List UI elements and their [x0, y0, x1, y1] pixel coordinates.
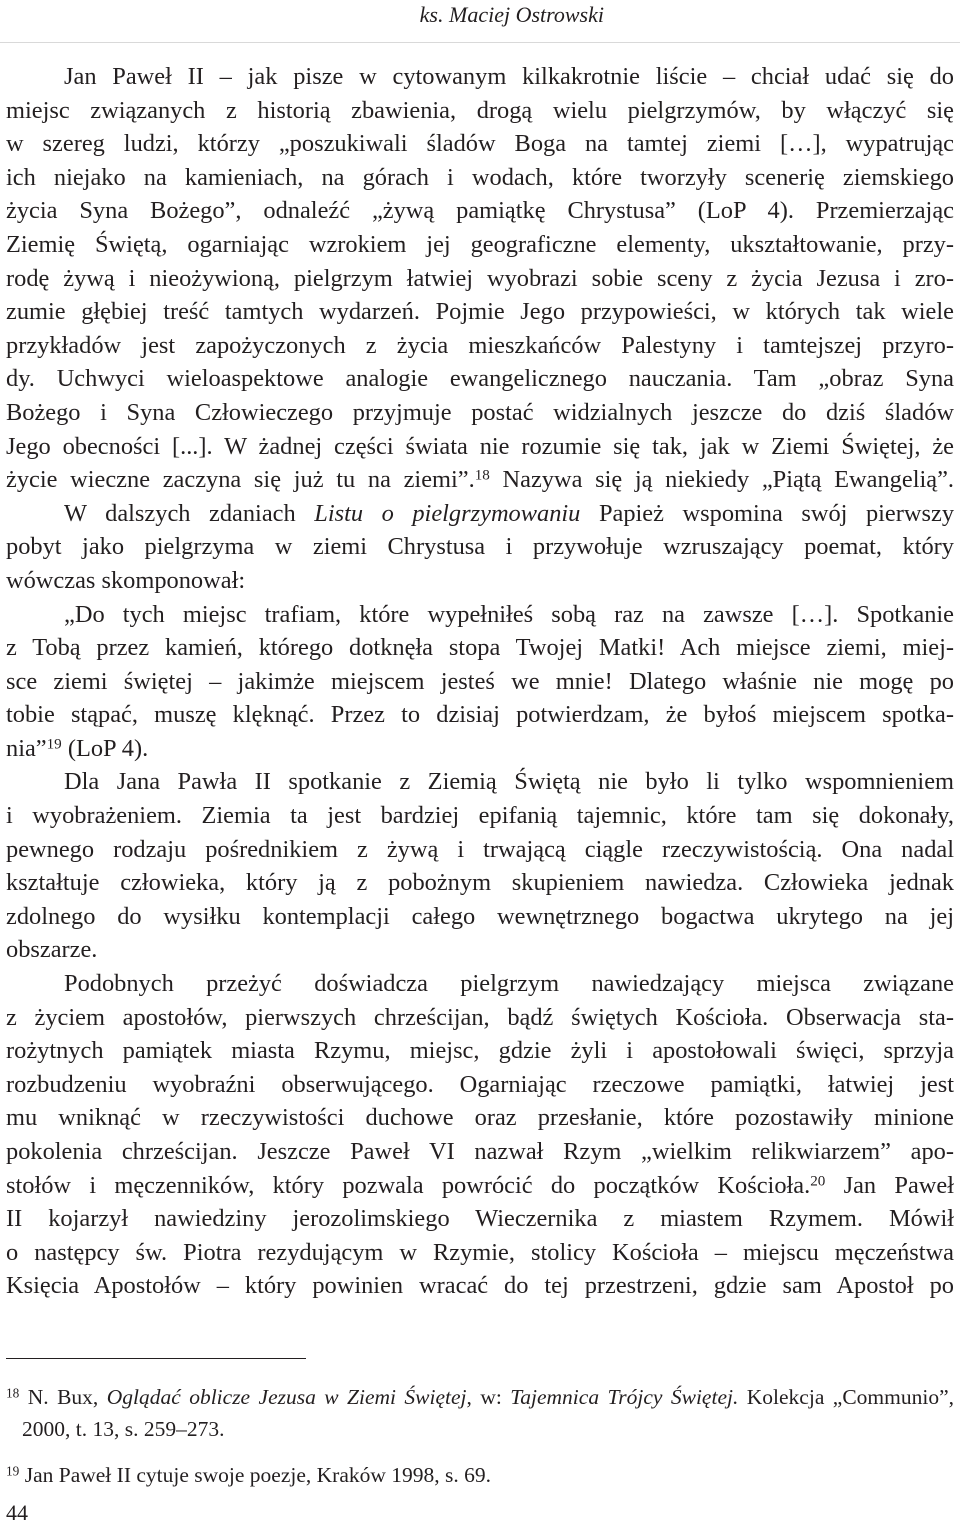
paragraph-line: miejsc związanych z historią zbawienia, drogą wielu pielgrzymów, by włączyć się — [6, 96, 954, 124]
paragraph-line: z życiem apostołów, pierwszych chrześcijan, bądź świętych Kościoła. Obserwacja sta- — [6, 1003, 954, 1031]
italic-title: Oglądać oblicze Jezusa w Ziemi Świętej — [106, 1385, 467, 1409]
paragraph-line: zdolnego do wysiłku kontemplacji całego wewnętrznego bogactwa ukrytego na jej — [6, 902, 954, 930]
quote-line — [6, 732, 954, 766]
text-run: W dalszych zdaniach — [64, 499, 315, 527]
paragraph-line: obszarze. — [6, 936, 98, 964]
italic-title: Listu o pielgrzymowaniu — [314, 499, 581, 527]
paragraph-line: Jan Paweł II – jak pisze w cytowanym kilkakrotnie liście – chciał udać się do — [64, 63, 954, 90]
paragraph-line: pokolenia chrześcijan. Jeszcze Paweł VI nazwał Rzym „wielkim relikwiarzem” apo- — [6, 1138, 954, 1165]
text-run: stołów i męczenników, który pozwala powrócić do początków Kościoła. — [6, 1171, 811, 1199]
footnote-number: 18 — [6, 1385, 20, 1401]
text-run: Kolekcja „Communio”, — [738, 1385, 955, 1409]
paragraph-line: kształtuje człowieka, który ją z pobożnym skupieniem nawiedza. Człowieka jednak — [6, 869, 954, 897]
paragraph-line: rodę żywą i nieożywioną, pielgrzym łatwiej wyobrazi sobie sceny z życia Jezusa i zro- — [6, 264, 954, 292]
footnote-18-continuation: 2000, t. 13, s. 259–273. — [22, 1417, 225, 1441]
text-run: N. Bux, — [19, 1385, 107, 1409]
paragraph-line: rożytnych pamiątek miasta Rzymu, miejsc, gdzie żyli i apostołowali święci, sprzyja — [6, 1037, 954, 1065]
paragraph-line: Bożego i Syna Człowieczego przyjmuje postać widzialnych jeszcze do dziś śladów — [6, 398, 954, 426]
text-run: Papież wspomina swój pierwszy — [580, 499, 955, 527]
paragraph-line: przykładów jest zapożyczonych z życia mieszkańców Palestyny i tamtejszej przyro- — [6, 331, 954, 359]
paragraph-line: życia Syna Bożego”, odnaleźć „żywą pamiątkę Chrystusa” (LoP 4). Przemierzając — [6, 197, 954, 225]
quote-line: tobie stąpać, muszę klęknąć. Przez to dzisiaj potwierdzam, że byłoś miejscem spotka- — [6, 701, 954, 729]
footnote-ref-18: 18 — [474, 467, 490, 484]
quote-line: sce ziemi świętej – jakimże miejscem jesteś we mnie! Dlatego właśnie nie mogę po — [6, 667, 954, 695]
text-run: nia” — [6, 734, 47, 762]
footnote-divider — [6, 1358, 306, 1359]
footnote-ref-19: 19 — [46, 736, 62, 753]
paragraph-line: pobyt jako pielgrzyma w ziemi Chrystusa i przywołuje wzruszający poemat, który — [6, 533, 954, 561]
footnote-19 — [6, 1459, 954, 1491]
paragraph-line: II kojarzył nawiedziny jerozolimskiego Wieczernika z miastem Rzymem. Mówił — [6, 1205, 954, 1233]
paragraph-line: mu wniknąć w rzeczywistości duchowe oraz przesłanie, które pozostawiły minione — [6, 1104, 954, 1132]
paragraph-line: pewnego rodzaju pośrednikiem z żywą i trwającą ciągle rzeczywistością. Ona nadal — [6, 835, 954, 863]
footnote-18 — [6, 1381, 954, 1413]
footnotes — [6, 1358, 954, 1491]
paragraph-line: wówczas skomponował: — [6, 566, 246, 594]
paragraph-line: rozbudzeniu wyobraźni obserwującego. Ogarniając rzeczowe pamiątki, łatwiej jest — [6, 1070, 954, 1098]
paragraph-line: i wyobrażeniem. Ziemia ta jest bardziej epifanią tajemnic, które tam się dokonały, — [6, 802, 954, 830]
text-run: Jan Paweł II cytuje swoje poezje, Kraków 1998, s. 69. — [19, 1463, 492, 1487]
body-text — [6, 60, 954, 1303]
paragraph-line: Jego obecności [...]. W żadnej części świata nie rozumie się tak, jak w Ziemi Świętej, że — [6, 432, 954, 460]
paragraph-line — [6, 497, 954, 531]
text-run: Jan Paweł — [825, 1171, 954, 1199]
paragraph-line: Dla Jana Pawła II spotkanie z Ziemią Świętą nie było li tylko wspomnieniem — [64, 768, 954, 796]
footnote-number: 19 — [6, 1463, 20, 1479]
paragraph-line — [6, 1169, 954, 1203]
header-divider — [0, 42, 960, 43]
text-run: Nazywa się ją niekiedy „Piątą Ewangelią”. — [489, 466, 955, 494]
paragraph-line: Ziemię Świętą, ogarniając wzrokiem jej geograficzne elementy, ukształtowanie, przy- — [6, 230, 954, 258]
paragraph-line: Podobnych przeżyć doświadcza pielgrzym nawiedzający miejsca związane — [64, 970, 954, 998]
text-run: życie wieczne zaczyna się już tu na ziemi”. — [6, 466, 475, 494]
paragraph-line: o następcy św. Piotra rezydującym w Rzymie, stolicy Kościoła – miejscu męczeństwa — [6, 1238, 954, 1266]
text-run: , w: — [466, 1385, 511, 1409]
paragraph-line: ich niejako na kamieniach, na górach i wodach, które tworzyły scenerię ziemskiego — [6, 163, 954, 191]
paragraph-line: zumie głębiej treść tamtych wydarzeń. Pojmie Jego przypowieści, w których tak wiele — [6, 298, 954, 326]
paragraph-line — [6, 463, 954, 497]
quote-line: „Do tych miejsc trafiam, które wypełniłeś sobą raz na zawsze […]. Spotkanie — [64, 600, 954, 628]
running-head: ks. Maciej Ostrowski — [419, 2, 604, 27]
paragraph-line: dy. Uchwyci wieloaspektowe analogie ewangelicznego nauczania. Tam „obraz Syna — [6, 365, 954, 393]
footnote-ref-20: 20 — [810, 1173, 826, 1190]
paragraph-line: w szereg ludzi, którzy „poszukiwali śladów Boga na tamtej ziemi […], wypatrując — [6, 130, 954, 158]
text-run: (LoP 4). — [61, 734, 149, 762]
quote-line: z Tobą przez kamień, którego dotknęła stopa Twojej Matki! Ach miejsce ziemi, miej- — [6, 634, 954, 662]
italic-title: Tajemnica Trójcy Świętej. — [510, 1385, 739, 1409]
page-number: 44 — [6, 1500, 28, 1525]
paragraph-line: Księcia Apostołów – który powinien wracać do tej przestrzeni, gdzie sam Apostoł po — [6, 1272, 954, 1300]
